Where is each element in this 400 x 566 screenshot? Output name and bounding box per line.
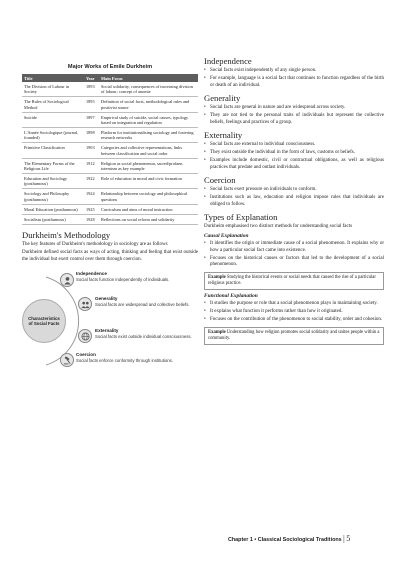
cell-year: 1924: [84, 189, 99, 204]
table-row: [22, 143, 198, 158]
coercion-heading: Coercion: [204, 175, 236, 185]
cell-title: Suicide: [22, 112, 84, 127]
diagram-item-generality: [95, 296, 195, 307]
diagram-item-text: Social facts are widespread and collective beliefs.: [95, 301, 190, 307]
diagram-item-text: Social facts function independently of individuals.: [76, 276, 170, 282]
list-item: • Social facts are external to individual consciousness.: [204, 142, 384, 149]
table-row: [22, 82, 198, 97]
generality-heading: Generality: [204, 93, 241, 103]
diagram-item-title: Generality: [95, 296, 118, 302]
cell-focus: Platform for institutionalising sociology and fostering research networks: [99, 128, 198, 143]
generality-list: [204, 105, 384, 126]
cell-focus: Categories and collective representations, links between classification and social order: [99, 143, 198, 158]
table-row: [22, 189, 198, 204]
functional-example-box: [204, 327, 384, 345]
causal-list: [204, 241, 384, 269]
types-heading: Types of Explanation: [204, 212, 278, 222]
cell-title: Education and Sociology (posthumous): [22, 174, 84, 189]
cell-title: The Elementary Forms of the Religious Life: [22, 158, 84, 173]
list-item: • They exist outside the individual in the form of laws, customs or beliefs.: [204, 150, 384, 157]
diagram-item-coercion: [76, 352, 188, 363]
footer-chapter: Chapter 1: [228, 537, 253, 543]
list-item: • Examples include domestic, civil or contractual obligations, as well as religious practices that predate and outlast individuals.: [204, 158, 384, 171]
example-label: Example: [208, 274, 226, 280]
cell-focus: Definition of social facts, methodological rules and positivist stance: [99, 97, 198, 112]
list-item: • Social facts are general in nature and are widespread across society.: [204, 105, 384, 112]
independence-list: [204, 68, 384, 89]
page-footer: [228, 534, 350, 543]
diagram-item-title: Externality: [95, 328, 119, 334]
table-row: [22, 112, 198, 127]
table-row: [22, 158, 198, 173]
coercion-list: [204, 187, 384, 208]
cell-title: Moral Education (posthumous): [22, 204, 84, 214]
cell-year: 1897: [84, 112, 99, 127]
table-caption: Major Works of Emile Durkheim: [67, 64, 153, 70]
right-column: [204, 56, 384, 345]
cell-year: 1895: [84, 97, 99, 112]
list-item: • Focuses on the contribution of the phenomenon to social stability, order and cohesion.: [204, 317, 384, 324]
cell-title: Sociology and Philosophy (posthumous): [22, 189, 84, 204]
list-item: • For example, language is a social fact that continues to function regardless of the birth or death of an individual.: [204, 76, 384, 89]
cell-focus: Reflections on social reform and solidarity: [99, 214, 198, 224]
cell-year: 1925: [84, 204, 99, 214]
diagram-center: Characteristics of Social Facts: [22, 299, 66, 343]
cell-title: L'Année Sociologique (journal, founded): [22, 128, 84, 143]
independence-heading: Independence: [204, 56, 252, 66]
cell-focus: Role of education in moral and civic formation: [99, 174, 198, 189]
methodology-intro: The key features of Durkheim's methodology in sociology are as follows: [22, 241, 168, 247]
diagram-item-text: Social facts exist outside individual consciousness.: [95, 333, 192, 339]
list-item: • It explains what function it performs rather than how it originated.: [204, 309, 384, 316]
footer-separator: •: [254, 537, 257, 543]
table-row: [22, 128, 198, 143]
table-row: [22, 214, 198, 224]
externality-heading: Externality: [204, 130, 243, 140]
cell-year: 1928: [84, 214, 99, 224]
cell-focus: Empirical study of suicide, social causes, typology based on integration and regulation: [99, 112, 198, 127]
page-number: 5: [346, 534, 351, 543]
diagram-item-title: Independence: [76, 271, 107, 277]
footer-bar: |: [343, 534, 345, 543]
functional-list: [204, 301, 384, 324]
cell-year: 1903: [84, 143, 99, 158]
cell-year: 1912: [84, 158, 99, 173]
causal-example-box: [204, 272, 384, 290]
methodology-heading: Durkheim's Methodology: [22, 229, 111, 240]
left-column: [22, 64, 198, 373]
list-item: • Institutions such as law, education and religion impose rules that individuals are obliged to follow.: [204, 195, 384, 208]
list-item: • They are not tied to the personal traits of individuals but represent the collective beliefs, feelings and practices of a group.: [204, 113, 384, 126]
cell-title: The Division of Labour in Society: [22, 82, 84, 97]
example-text: Understanding how religion promotes social solidarity and unites people within a community.: [208, 329, 380, 341]
footer-title: Classical Sociological Traditions: [257, 537, 342, 543]
cell-year: 1898: [84, 128, 99, 143]
works-table: [22, 74, 198, 225]
cell-focus: Curriculum and aims of moral instruction: [99, 204, 198, 214]
cell-year: 1922: [84, 174, 99, 189]
diagram-item-independence: [76, 271, 186, 282]
table-row: [22, 97, 198, 112]
social-facts-diagram: [22, 269, 198, 373]
cell-title: The Rules of Sociological Method: [22, 97, 84, 112]
list-item: • Social facts exist independently of any single person.: [204, 68, 384, 75]
functional-heading: Functional Explanation: [204, 293, 258, 300]
diagram-item-externality: [95, 328, 195, 339]
cell-title: Primitive Classification: [22, 143, 84, 158]
table-row: [22, 174, 198, 189]
list-item: • It studies the purpose or role that a social phenomenon plays in maintaining society.: [204, 301, 384, 308]
list-item: • Focuses on the historical causes or factors that led to the development of a social phenomenon.: [204, 256, 384, 269]
causal-heading: Causal Explanation: [204, 233, 249, 240]
table-header-row: [22, 74, 198, 82]
header-title: Title: [22, 74, 84, 82]
cell-year: 1893: [84, 82, 99, 97]
cell-focus: Religion as social phenomenon, sacred/profane, totemism as key example: [99, 158, 198, 173]
example-label: Example: [208, 329, 226, 335]
cell-focus: Relationship between sociology and philosophical questions: [99, 189, 198, 204]
cell-title: Socialism (posthumous): [22, 214, 84, 224]
header-main-focus: Main Focus: [99, 74, 198, 82]
cell-focus: Social solidarity, consequences of increasing division of labour; concept of anomie: [99, 82, 198, 97]
list-item: • It identifies the origin or immediate cause of a social phenomenon. It explains why or how a particular social fact came into existence.: [204, 241, 384, 254]
list-item: • Social facts exert pressure on individuals to conform.: [204, 187, 384, 194]
diagram-item-text: Social facts enforce conformity through institutions.: [76, 357, 173, 363]
header-year: Year: [84, 74, 99, 82]
diagram-item-title: Coercion: [76, 352, 96, 358]
table-row: [22, 204, 198, 214]
externality-list: [204, 142, 384, 171]
types-intro: Durkheim emphasised two distinct methods for understanding social facts: [204, 224, 353, 229]
example-text: Studying the historical events or social needs that caused the rise of a particular religious practice.: [208, 274, 376, 286]
methodology-definition: Durkheim defined social facts as ways of acting, thinking and feeling that exist outside the individual but exert control over them through coercion.: [22, 250, 198, 262]
